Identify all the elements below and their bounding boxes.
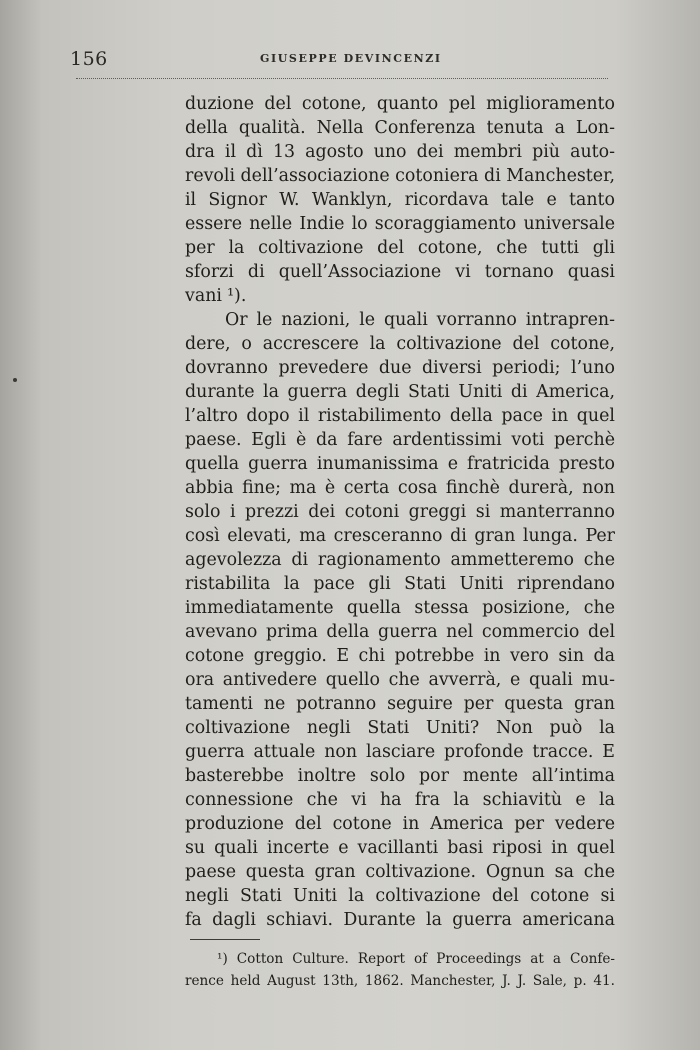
text-line: così elevati, ma cresceranno di gran lunga. Per: [185, 526, 615, 546]
footnote: [185, 948, 615, 992]
text-line: agevolezza di ragionamento ammetteremo che: [185, 550, 615, 570]
text-line: tamenti ne potranno seguire per questa gran: [185, 694, 615, 714]
text-line: negli Stati Uniti la coltivazione del cotone si: [185, 886, 615, 906]
text-line: ristabilita la pace gli Stati Uniti riprendano: [185, 574, 615, 594]
text-line: connessione che vi ha fra la schiavitù e la: [185, 790, 615, 810]
text-line: revoli dell’associazione cotoniera di Manchester,: [185, 166, 615, 186]
text-line: solo i prezzi dei cotoni greggi si manterranno: [185, 502, 615, 522]
text-line: paese. Egli è da fare ardentissimi voti perchè: [185, 430, 615, 450]
text-line: l’altro dopo il ristabilimento della pace in quel: [185, 406, 615, 426]
text-line: su quali incerte e vacillanti basi riposi in quel: [185, 838, 615, 858]
text-line: per la coltivazione del cotone, che tutti gli: [185, 238, 615, 258]
body-text: [185, 92, 615, 932]
page-number: 156: [70, 48, 108, 70]
text-line: cotone greggio. E chi potrebbe in vero sin da: [185, 646, 615, 666]
text-line: ora antivedere quello che avverrà, e quali mu-: [185, 670, 615, 690]
running-title: GIUSEPPE DEVINCENZI: [260, 52, 442, 65]
text-line: il Signor W. Wanklyn, ricordava tale e tanto: [185, 190, 615, 210]
footnote-line: ¹) Cotton Culture. Report of Proceedings at a Confe-: [217, 951, 615, 967]
footnote-line: rence held August 13th, 1862. Manchester, J. J. Sale, p. 41.: [185, 973, 615, 989]
text-line: duzione del cotone, quanto pel miglioramento: [185, 94, 615, 114]
text-line: paese questa gran coltivazione. Ognun sa che: [185, 862, 615, 882]
footnote-rule: [190, 939, 260, 940]
text-line: fa dagli schiavi. Durante la guerra americana: [185, 910, 615, 930]
text-line: essere nelle Indie lo scoraggiamento universale: [185, 214, 615, 234]
text-line: coltivazione negli Stati Uniti? Non può la: [185, 718, 615, 738]
text-line: basterebbe inoltre solo por mente all’intima: [185, 766, 615, 786]
text-line: durante la guerra degli Stati Uniti di America,: [185, 382, 615, 402]
stray-ink-mark: [13, 378, 17, 382]
text-line: dovranno prevedere due diversi periodi; l’uno: [185, 358, 615, 378]
text-line: abbia fine; ma è certa cosa finchè durerà, non: [185, 478, 615, 498]
text-line: immediatamente quella stessa posizione, che: [185, 598, 615, 618]
page-header: [70, 48, 610, 74]
text-line: vani ¹).: [185, 286, 247, 306]
text-line: dere, o accrescere la coltivazione del cotone,: [185, 334, 615, 354]
text-line: avevano prima della guerra nel commercio del: [185, 622, 615, 642]
text-line: guerra attuale non lasciare profonde tracce. E: [185, 742, 615, 762]
text-line: produzione del cotone in America per vedere: [185, 814, 615, 834]
text-line: quella guerra inumanissima e fratricida presto: [185, 454, 615, 474]
text-line: dra il dì 13 agosto uno dei membri più auto-: [185, 142, 615, 162]
text-line: della qualità. Nella Conferenza tenuta a Lon-: [185, 118, 615, 138]
text-line: Or le nazioni, le quali vorranno intrapren-: [225, 310, 615, 330]
text-line: sforzi di quell’Associazione vi tornano quasi: [185, 262, 615, 282]
header-rule: [76, 78, 608, 79]
